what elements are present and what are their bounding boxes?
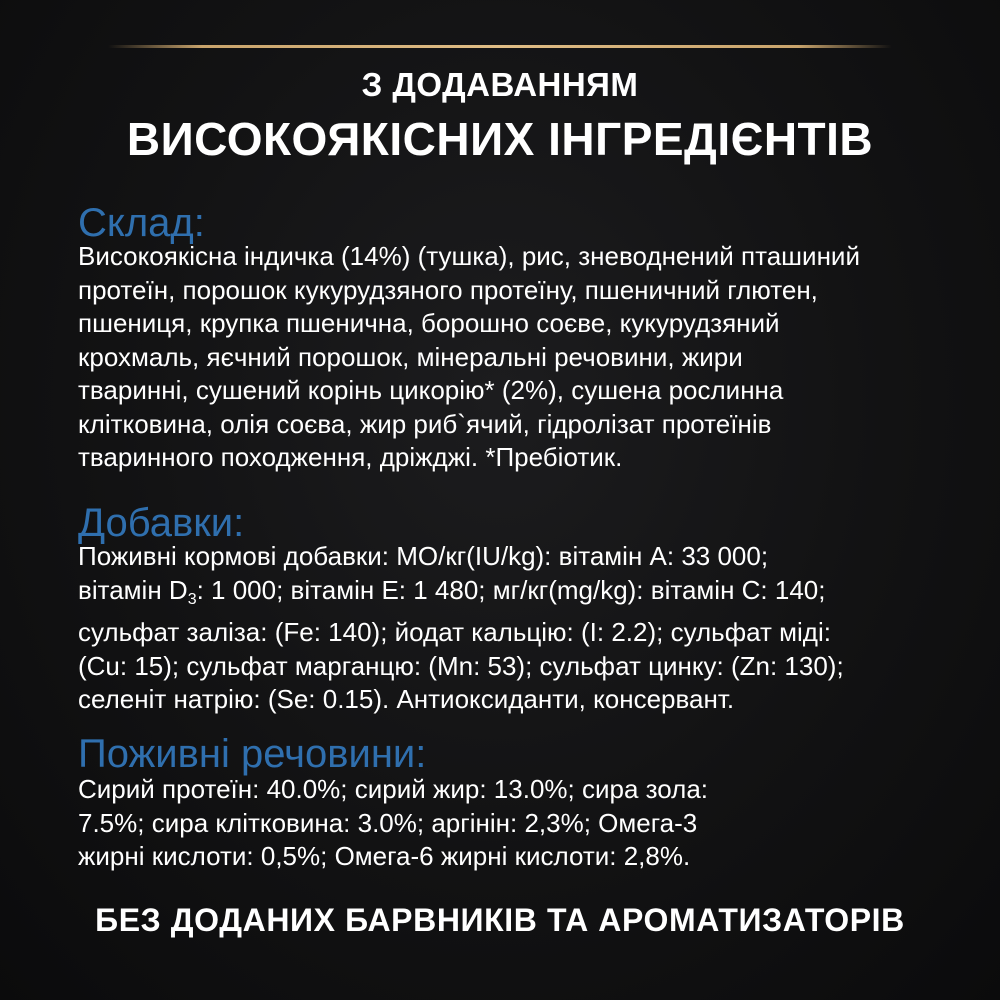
gold-divider-line — [108, 45, 892, 48]
additives-line: сульфат заліза: (Fe: 140); йодат кальцію: (I: 2.2); сульфат міді: — [78, 617, 831, 647]
subscript-text: 3 — [187, 590, 197, 608]
composition-line: протеїн, порошок кукурудзяного протеїну, пшеничний глютен, — [78, 274, 818, 305]
nutrients-line: Сирий протеїн: 40.0%; сирий жир: 13.0%; сира зола: — [78, 774, 709, 804]
nutrients-line: 7.5%; сира клітковина: 3.0%; аргінін: 2,3%; Омега-3 — [78, 807, 698, 838]
composition-line: тваринного походження, дріжджі. *Пребіотик. — [78, 442, 623, 472]
composition-line: крохмаль, яєчний порошок, мінеральні речовини, жири — [78, 341, 743, 372]
nutrients-line: жирні кислоти: 0,5%; Омега-6 жирні кислоти: 2,8%. — [78, 841, 691, 871]
additives-line-part: : 1 000; вітамін Е: 1 480; мг/кг(mg/kg): вітамін С: 140; — [196, 574, 826, 605]
additives-line: селеніт натрію: (Se: 0.15). Антиоксиданти, консервант. — [78, 684, 735, 714]
footer-claim: БЕЗ ДОДАНИХ БАРВНИКІВ ТА АРОМАТИЗАТОРІВ — [95, 902, 905, 938]
composition-text — [78, 240, 958, 475]
composition-line: тваринні, сушений корінь цикорію* (2%), сушена рослинна — [78, 375, 784, 405]
composition-line: пшениця, крупка пшенична, борошно соєве, кукурудзяний — [78, 308, 780, 338]
composition-title: Склад: — [78, 201, 205, 245]
additives-line-part: вітамін D — [78, 574, 188, 605]
nutrients-text — [78, 773, 958, 874]
additives-line: (Cu: 15); сульфат марганцю: (Mn: 53); сульфат цинку: (Zn: 130); — [78, 650, 844, 681]
composition-line: клітковина, олія соєва, жир риб`ячий, гідролізат протеїнів — [78, 408, 772, 439]
additives-line — [78, 574, 958, 617]
headline-top: З ДОДАВАННЯМ — [361, 66, 639, 103]
composition-line: Високоякісна індичка (14%) (тушка), рис, зневоднений пташиний — [78, 241, 860, 271]
nutrients-title: Поживні речовини: — [78, 732, 427, 776]
additives-text — [78, 540, 958, 717]
headline-main: ВИСОКОЯКІСНИХ ІНГРЕДІЄНТІВ — [126, 113, 874, 165]
additives-title: Добавки: — [78, 501, 245, 545]
additives-line: Поживні кормові добавки: МО/кг(IU/kg): вітамін А: 33 000; — [78, 541, 769, 571]
